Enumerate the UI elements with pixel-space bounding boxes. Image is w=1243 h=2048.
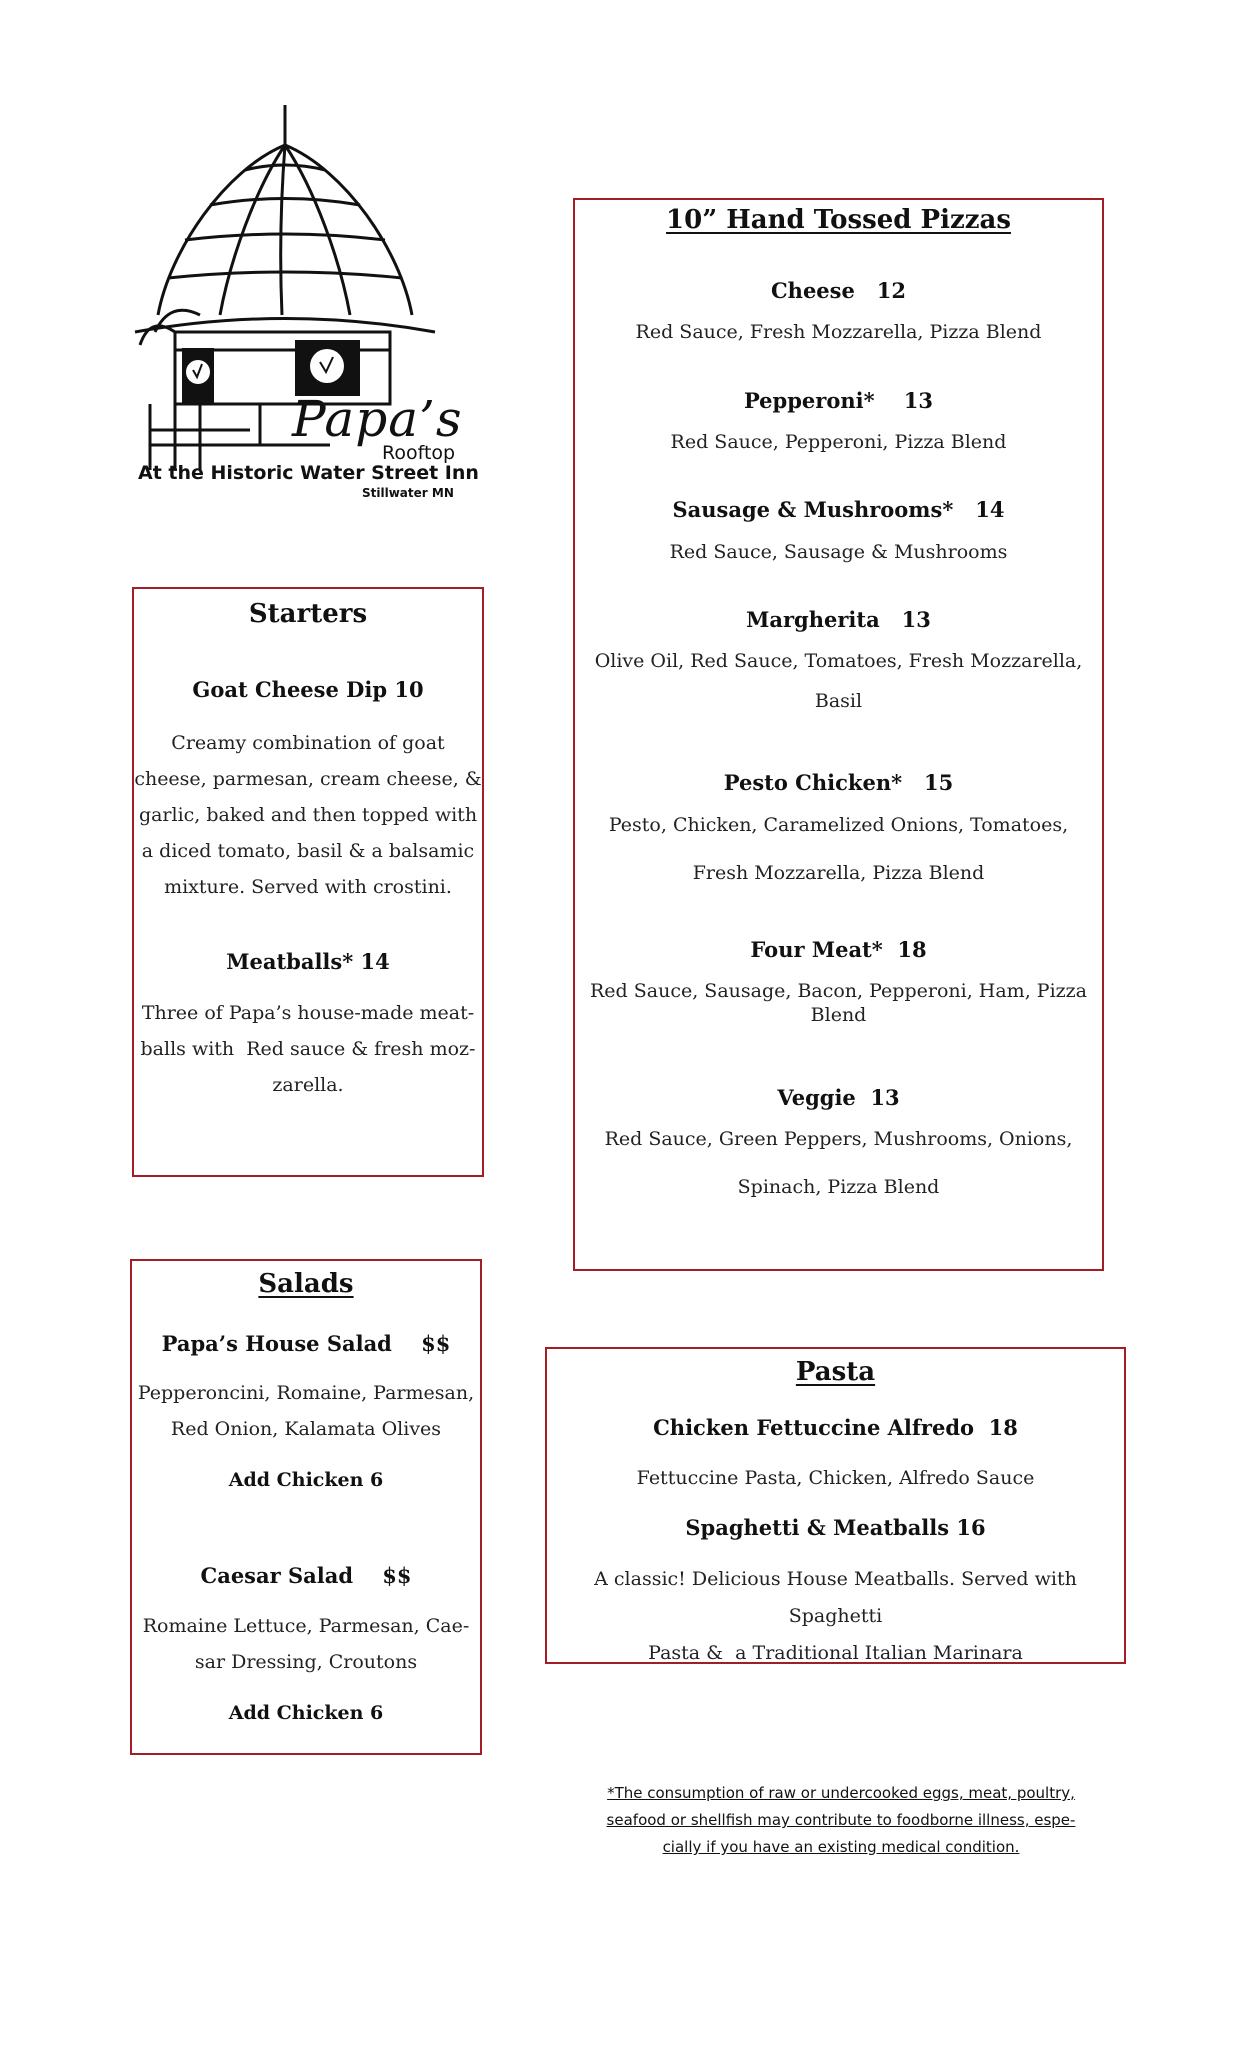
salad-name: Papa’s House Salad $$ <box>161 1331 451 1356</box>
starter-desc-line: zarella. <box>272 1074 344 1096</box>
pizza-desc: Spinach, Pizza Blend <box>737 1176 940 1198</box>
pizza-name: Veggie 13 <box>777 1085 900 1110</box>
pasta-title: Pasta <box>795 1357 876 1387</box>
starter-desc-line: a diced tomato, basil & a balsamic <box>141 840 475 862</box>
pizza-desc: Red Sauce, Pepperoni, Pizza Blend <box>670 431 1007 453</box>
pizza-desc: Red Sauce, Sausage, Bacon, Pepperoni, Ham, Pizza <box>590 980 1087 1002</box>
pizza-name: Four Meat* 18 <box>750 937 927 962</box>
starters-section <box>132 587 484 1177</box>
logo-name: Papa’s <box>292 390 463 448</box>
salad-addon: Add Chicken 6 <box>228 1469 384 1491</box>
pasta-desc-line: A classic! Delicious House Meatballs. Served with Spaghetti <box>594 1568 1077 1627</box>
starter-desc-line: garlic, baked and then topped with <box>138 804 478 826</box>
disclaimer-line: seafood or shellfish may contribute to foodborne illness, espe- <box>606 1811 1076 1829</box>
pizza-desc: Fresh Mozzarella, Pizza Blend <box>692 862 985 884</box>
logo-tagline: At the Historic Water Street Inn <box>138 462 479 484</box>
pizza-name: Pepperoni* 13 <box>743 388 934 413</box>
pasta-desc-line: Pasta & a Traditional Italian Marinara <box>648 1642 1023 1664</box>
pasta-name: Chicken Fettuccine Alfredo 18 <box>653 1415 1018 1440</box>
pizzas-section <box>573 198 1104 1271</box>
starter-desc-line: Creamy combination of goat <box>171 732 445 754</box>
logo-subname: Rooftop <box>382 442 456 464</box>
pizza-desc: Red Sauce, Sausage & Mushrooms <box>669 541 1008 563</box>
salad-desc-line: sar Dressing, Croutons <box>194 1651 418 1673</box>
salads-title: Salads <box>258 1269 354 1299</box>
salad-addon: Add Chicken 6 <box>228 1702 384 1724</box>
logo-location: Stillwater MN <box>362 486 454 500</box>
starter-desc-line: cheese, parmesan, cream cheese, & <box>134 768 482 790</box>
pasta-section <box>545 1347 1126 1664</box>
salad-desc-line: Pepperoncini, Romaine, Parmesan, <box>137 1382 475 1404</box>
pizzas-title: 10” Hand Tossed Pizzas <box>666 205 1011 235</box>
starter-desc-line: mixture. Served with crostini. <box>164 876 452 898</box>
starter-desc-line: Three of Papa’s house-made meat- <box>141 1002 475 1024</box>
pasta-desc-line: Fettuccine Pasta, Chicken, Alfredo Sauce <box>636 1467 1035 1489</box>
salads-section <box>130 1259 482 1755</box>
disclaimer-line: cially if you have an existing medical condition. <box>662 1838 1020 1856</box>
salad-desc-line: Romaine Lettuce, Parmesan, Cae- <box>142 1615 470 1637</box>
starters-title: Starters <box>248 599 368 629</box>
pizza-desc: Basil <box>814 690 863 712</box>
pizza-name: Sausage & Mushrooms* 14 <box>672 497 1005 522</box>
pizza-name: Margherita 13 <box>746 607 931 632</box>
disclaimer <box>576 1780 1106 1861</box>
starter-name: Meatballs* 14 <box>226 949 390 974</box>
disclaimer-line: *The consumption of raw or undercooked eggs, meat, poultry, <box>607 1784 1075 1802</box>
pizza-name: Pesto Chicken* 15 <box>723 770 954 795</box>
pizza-desc: Pesto, Chicken, Caramelized Onions, Tomatoes, <box>608 814 1069 836</box>
pizza-desc: Red Sauce, Fresh Mozzarella, Pizza Blend <box>635 321 1042 343</box>
pasta-name: Spaghetti & Meatballs 16 <box>685 1515 986 1540</box>
pizza-desc: Olive Oil, Red Sauce, Tomatoes, Fresh Mozzarella, <box>594 650 1083 672</box>
pizza-desc: Blend <box>810 1004 867 1026</box>
starter-desc-line: balls with Red sauce & fresh moz- <box>140 1038 476 1060</box>
starter-name: Goat Cheese Dip 10 <box>192 677 424 702</box>
pizza-name: Cheese 12 <box>770 278 907 303</box>
pizza-desc: Red Sauce, Green Peppers, Mushrooms, Onions, <box>604 1128 1073 1150</box>
salad-name: Caesar Salad $$ <box>200 1563 412 1588</box>
salad-desc-line: Red Onion, Kalamata Olives <box>170 1418 442 1440</box>
